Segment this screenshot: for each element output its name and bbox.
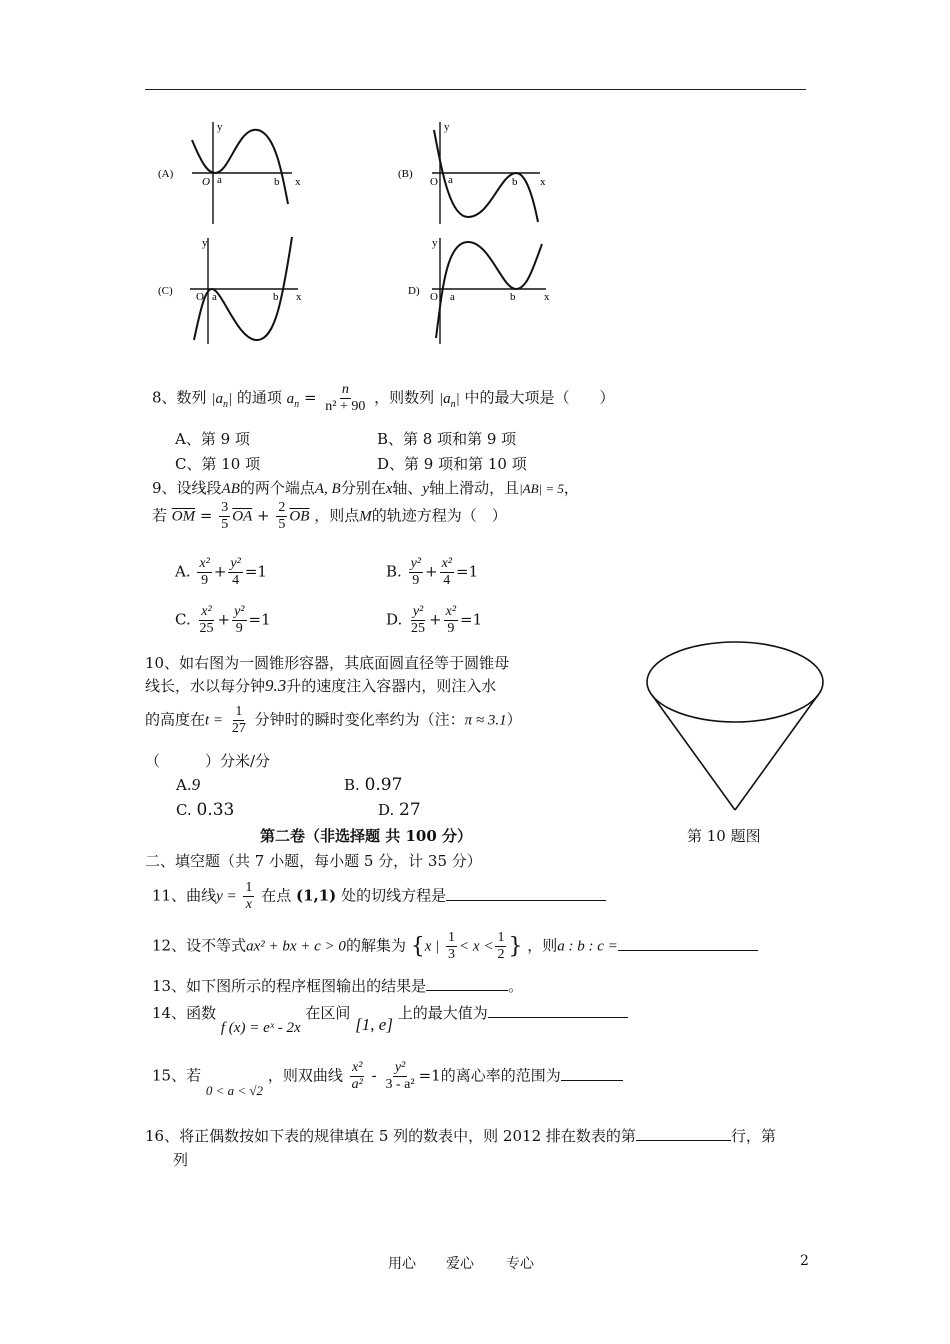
question-9-line2: 若 $\overline{OM}$ = $\frac{3}{5}$ $\overline{OA}$ + $\frac{2}{5}$ $\overline{OB}$ ，则点M的轨迹方程为（ ）	[152, 500, 507, 532]
page-number: 2	[800, 1253, 809, 1269]
q8-option-c: C、第 10 项	[175, 455, 261, 473]
question-16-line2: 列	[173, 1151, 189, 1169]
q10-option-a: A.9	[176, 775, 201, 794]
graph-d	[408, 237, 550, 344]
question-9-line1: 9、设线段AB的两个端点A, B分别在x轴、y轴上滑动，且|AB| = 5，	[152, 479, 579, 497]
footer-word-3: 专心	[506, 1256, 534, 1272]
footer-word-2: 爱心	[446, 1256, 474, 1272]
question-12: 12、设不等式ax² + bx + c > 0的解集为 {x | $\frac{1}{3}$ < x < $\frac{1}{2}$ } ，则a : b : c =	[152, 930, 758, 963]
figure-10-caption: 第 10 题图	[687, 827, 761, 845]
svg-text:x: x	[540, 176, 546, 188]
svg-text:y: y	[217, 121, 223, 133]
question-10-line2: 线长，水以每分钟9.3升的速度注入容器内，则注入水	[145, 676, 497, 695]
svg-text:x: x	[296, 291, 302, 303]
svg-text:y: y	[202, 237, 208, 249]
svg-text:O: O	[430, 291, 438, 303]
svg-text:b: b	[512, 176, 518, 188]
svg-text:x: x	[544, 291, 550, 303]
q8-option-b: B、第 8 项和第 9 项	[377, 430, 517, 448]
section-2-title: 第二卷（非选择题 共 100 分）	[260, 827, 472, 845]
q10-option-b: B. 0.97	[344, 775, 403, 795]
graph-b-label: (B)	[398, 168, 413, 180]
q10-option-c: C. 0.33	[176, 800, 235, 820]
svg-text:O: O	[196, 291, 204, 303]
graph-c	[158, 237, 302, 344]
q9-option-a: A. $\frac{\text{x²}}{9}$ + $\frac{\text{y²}}{4}$ =1	[175, 556, 267, 588]
svg-text:a: a	[212, 291, 217, 303]
q8-option-d: D、第 9 项和第 10 项	[377, 455, 527, 473]
graph-a	[158, 121, 301, 224]
svg-text:a: a	[217, 174, 222, 186]
q9-option-d: D. $\frac{\text{y²}}{25}$ + $\frac{\text{x²}}{9}$ =1	[386, 604, 483, 636]
question-14: 14、函数 f (x) = eˣ - 2x 在区间 [1, e] 上的最大值为	[152, 1002, 628, 1023]
q8-option-a: A、第 9 项	[175, 430, 250, 448]
question-16-line1: 16、将正偶数按如下表的规律填在 5 列的数表中，则 2012 排在数表的第 行，第	[145, 1127, 776, 1145]
svg-text:a: a	[450, 291, 455, 303]
graph-c-label: (C)	[158, 285, 173, 297]
svg-text:b: b	[274, 176, 280, 188]
q9-option-b: B. $\frac{\text{y²}}{9}$ + $\frac{\text{x²}}{4}$ =1	[386, 556, 479, 588]
svg-text:b: b	[510, 291, 516, 303]
question-11: 11、曲线y = $\frac{1}{x}$ 在点 (1,1) 处的切线方程是	[152, 880, 606, 913]
svg-text:O: O	[430, 176, 438, 188]
question-10-line4: （ ）分米/分	[145, 752, 271, 770]
footer-word-1: 用心	[388, 1256, 416, 1272]
cone-figure	[640, 640, 830, 815]
question-13: 13、如下图所示的程序框图输出的结果是 。	[152, 977, 524, 995]
svg-text:a: a	[448, 174, 453, 186]
question-10-line1: 10、如右图为一圆锥形容器，其底面圆直径等于圆锥母	[145, 654, 510, 672]
function-graphs	[150, 112, 570, 352]
svg-text:y: y	[444, 121, 450, 133]
header-rule	[145, 89, 806, 90]
svg-text:b: b	[273, 291, 279, 303]
question-15: 15、若 0 < a < √2 ，则双曲线 $\frac{\text{x²}}{\text{a²}}$ - $\frac{\text{y²}}{\text{3 - a²}}$ =1的离心率的范围为	[152, 1060, 623, 1093]
question-8: 8、数列 $|a_n|$ 的通项 $a_n$ = $\frac{n}{\text{n² + 90}}$ ，则数列 $|a_n|$ 中的最大项是（ ）	[152, 382, 615, 414]
svg-text:y: y	[432, 237, 438, 249]
q10-option-d: D. 27	[378, 800, 421, 820]
graph-a-label: (A)	[158, 168, 174, 180]
section-2-instructions: 二、填空题（共 7 小题，每小题 5 分，计 35 分）	[145, 852, 482, 870]
svg-text:O: O	[202, 176, 210, 188]
graph-d-label: D)	[408, 285, 420, 297]
graph-b	[398, 121, 546, 224]
question-10-line3: 的高度在t = $\frac{1}{27}$ 分钟时的瞬时变化率约为（注：π ≈ 3.1）	[145, 704, 522, 736]
q9-option-c: C. $\frac{\text{x²}}{25}$ + $\frac{\text{y²}}{9}$ =1	[175, 604, 271, 636]
svg-text:x: x	[295, 176, 301, 188]
